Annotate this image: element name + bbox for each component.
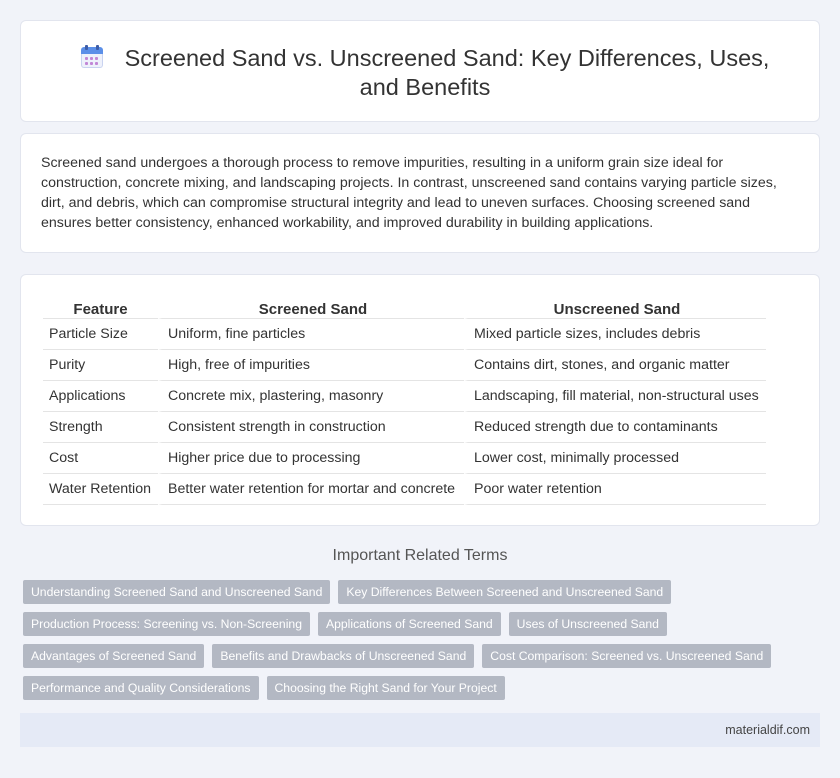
table-cell: Purity <box>43 350 158 381</box>
column-header-unscreened: Unscreened Sand <box>464 295 766 319</box>
table-cell: Mixed particle sizes, includes debris <box>464 319 766 350</box>
related-tags-row <box>23 644 771 668</box>
table-row <box>43 381 766 412</box>
related-tag[interactable]: Understanding Screened Sand and Unscreened Sand <box>23 580 330 604</box>
table-cell: Better water retention for mortar and concrete <box>158 474 464 505</box>
table-row <box>43 350 766 381</box>
footer-site-name: materialdif.com <box>725 723 810 737</box>
comparison-card <box>20 274 820 526</box>
table-cell: Landscaping, fill material, non-structural uses <box>464 381 766 412</box>
page-title-text: Screened Sand vs. Unscreened Sand: Key Differences, Uses, and Benefits <box>124 45 770 100</box>
related-tag[interactable]: Cost Comparison: Screened vs. Unscreened Sand <box>482 644 771 668</box>
table-row <box>43 319 766 350</box>
table-row <box>43 474 766 505</box>
table-cell: Consistent strength in construction <box>158 412 464 443</box>
table-row <box>43 443 766 474</box>
related-tags-row <box>23 580 671 604</box>
related-tag[interactable]: Uses of Unscreened Sand <box>509 612 667 636</box>
title-card <box>20 20 820 122</box>
related-tag[interactable]: Choosing the Right Sand for Your Project <box>267 676 505 700</box>
related-tag[interactable]: Benefits and Drawbacks of Unscreened Sand <box>212 644 474 668</box>
table-cell: Contains dirt, stones, and organic matter <box>464 350 766 381</box>
page-title <box>61 44 789 102</box>
intro-card <box>20 133 820 253</box>
related-tags-row <box>23 676 505 700</box>
table-cell: Higher price due to processing <box>158 443 464 474</box>
intro-paragraph: Screened sand undergoes a thorough process to remove impurities, resulting in a uniform grain size ideal for construction, concrete mixing, and landscaping projects. In contrast, unscreened sand contains varying particle sizes, dirt, and debris, which can compromise structural integrity and lead to uneven surfaces. Choosing screened sand ensures better consistency, enhanced workability, and improved durability in building applications. <box>41 155 777 231</box>
table-row <box>43 412 766 443</box>
table-cell: Uniform, fine particles <box>158 319 464 350</box>
table-cell: Strength <box>43 412 158 443</box>
table-cell: Water Retention <box>43 474 158 505</box>
table-cell: Poor water retention <box>464 474 766 505</box>
related-tag[interactable]: Advantages of Screened Sand <box>23 644 204 668</box>
table-cell: Reduced strength due to contaminants <box>464 412 766 443</box>
table-cell: Applications <box>43 381 158 412</box>
column-header-screened: Screened Sand <box>158 295 464 319</box>
table-header-row <box>43 295 766 319</box>
related-tag[interactable]: Production Process: Screening vs. Non-Screening <box>23 612 310 636</box>
table-cell: Particle Size <box>43 319 158 350</box>
table-cell: Lower cost, minimally processed <box>464 443 766 474</box>
related-tags-row <box>23 612 667 636</box>
related-tag[interactable]: Applications of Screened Sand <box>318 612 501 636</box>
related-terms-heading: Important Related Terms <box>332 547 508 564</box>
column-header-feature: Feature <box>43 295 158 319</box>
related-tag[interactable]: Performance and Quality Considerations <box>23 676 259 700</box>
table-cell: Cost <box>43 443 158 474</box>
calendar-icon <box>81 45 103 69</box>
comparison-table <box>43 295 766 505</box>
related-tag[interactable]: Key Differences Between Screened and Unscreened Sand <box>338 580 671 604</box>
table-cell: Concrete mix, plastering, masonry <box>158 381 464 412</box>
footer <box>20 713 820 747</box>
table-cell: High, free of impurities <box>158 350 464 381</box>
